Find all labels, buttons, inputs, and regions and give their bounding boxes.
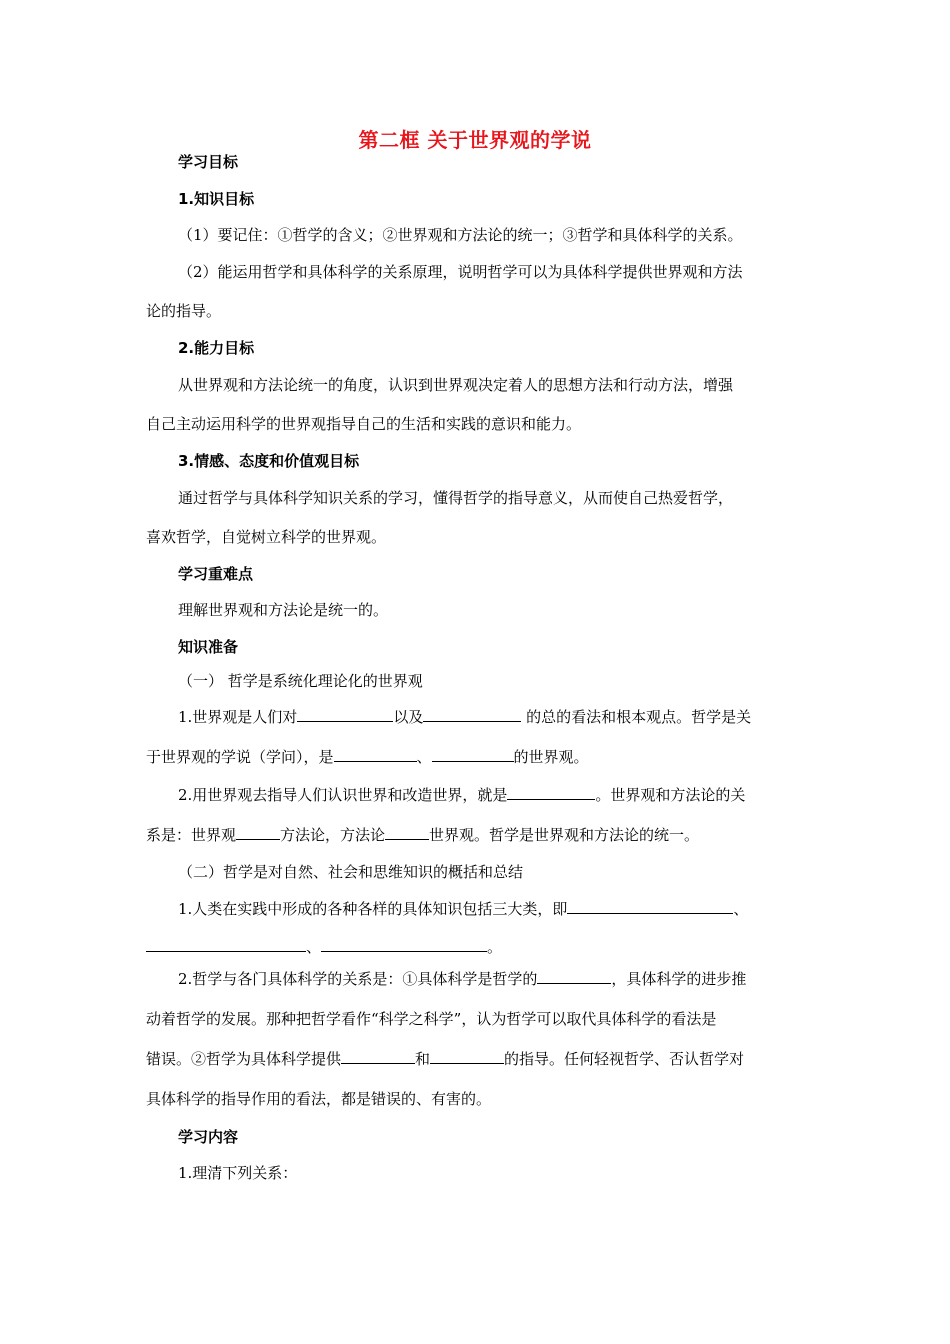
knowledge-goal-item-2b: 论的指导。 xyxy=(146,302,222,320)
emotion-goal-text-a: 通过哲学与具体科学知识关系的学习，懂得哲学的指导意义，从而使自己热爱哲学， xyxy=(178,489,734,507)
fill-blank[interactable] xyxy=(297,707,393,722)
fill-blank[interactable] xyxy=(385,825,429,840)
question-3-line-2: 、 。 xyxy=(146,937,502,957)
fill-blank[interactable] xyxy=(567,899,733,914)
page-title: 第二框 关于世界观的学说 xyxy=(358,128,592,152)
emotion-goal-text-b: 喜欢哲学，自觉树立科学的世界观。 xyxy=(146,528,387,546)
fill-blank[interactable] xyxy=(321,937,487,952)
fill-blank[interactable] xyxy=(537,969,611,984)
prep-heading: 知识准备 xyxy=(178,638,239,656)
question-1-line-2: 于世界观的学说（学问），是 、 的世界观。 xyxy=(146,748,589,766)
fill-blank[interactable] xyxy=(432,747,514,762)
goals-heading: 学习目标 xyxy=(178,153,239,171)
knowledge-goal-item-2a: （2）能运用哲学和具体科学的关系原理，说明哲学可以为具体科学提供世界观和方法 xyxy=(178,263,743,281)
question-2-line-1: 2.用世界观去指导人们认识世界和改造世界，就是 。世界观和方法论的关 xyxy=(178,786,746,804)
fill-blank[interactable] xyxy=(236,825,280,840)
question-3-line-1: 1.人类在实践中形成的各种各样的具体知识包括三大类，即 、 xyxy=(178,900,749,918)
ability-goal-text-b: 自己主动运用科学的世界观指导自己的生活和实践的意识和能力。 xyxy=(146,415,582,433)
knowledge-goal-item-1: （1）要记住：①哲学的含义；②世界观和方法论的统一；③哲学和具体科学的关系。 xyxy=(178,226,743,244)
ability-goal-heading: 2.能力目标 xyxy=(178,339,255,357)
question-2-line-2: 系是：世界观 方法论，方法论 世界观。哲学是世界观和方法论的统一。 xyxy=(146,826,700,844)
key-points-heading: 学习重难点 xyxy=(178,565,254,583)
ability-goal-text-a: 从世界观和方法论统一的角度，认识到世界观决定着人的思想方法和行动方法，增强 xyxy=(178,376,734,394)
emotion-goal-heading: 3.情感、态度和价值观目标 xyxy=(178,452,360,470)
prep-section-2: （二）哲学是对自然、社会和思维知识的概括和总结 xyxy=(178,863,524,881)
fill-blank[interactable] xyxy=(423,707,521,722)
knowledge-goal-heading: 1.知识目标 xyxy=(178,190,255,208)
question-4-line-1: 2.哲学与各门具体科学的关系是：①具体科学是哲学的 ，具体科学的进步推 xyxy=(178,970,747,988)
question-4-line-2: 动着哲学的发展。那种把哲学看作“科学之科学”，认为哲学可以取代具体科学的看法是 xyxy=(146,1010,717,1028)
question-4-line-4: 具体科学的指导作用的看法，都是错误的、有害的。 xyxy=(146,1090,492,1108)
key-points-text: 理解世界观和方法论是统一的。 xyxy=(178,601,389,619)
prep-section-1: （一） 哲学是系统化理论化的世界观 xyxy=(178,672,423,690)
fill-blank[interactable] xyxy=(146,937,306,952)
fill-blank[interactable] xyxy=(507,785,595,800)
fill-blank[interactable] xyxy=(341,1049,415,1064)
content-item-1: 1.理清下列关系： xyxy=(178,1164,298,1182)
question-4-line-3: 错误。②哲学为具体科学提供 和 的指导。任何轻视哲学、否认哲学对 xyxy=(146,1050,745,1068)
question-1-line-1: 1.世界观是人们对 以及 的总的看法和根本观点。哲学是关 xyxy=(178,708,752,726)
fill-blank[interactable] xyxy=(334,747,417,762)
content-heading: 学习内容 xyxy=(178,1128,239,1146)
fill-blank[interactable] xyxy=(430,1049,504,1064)
